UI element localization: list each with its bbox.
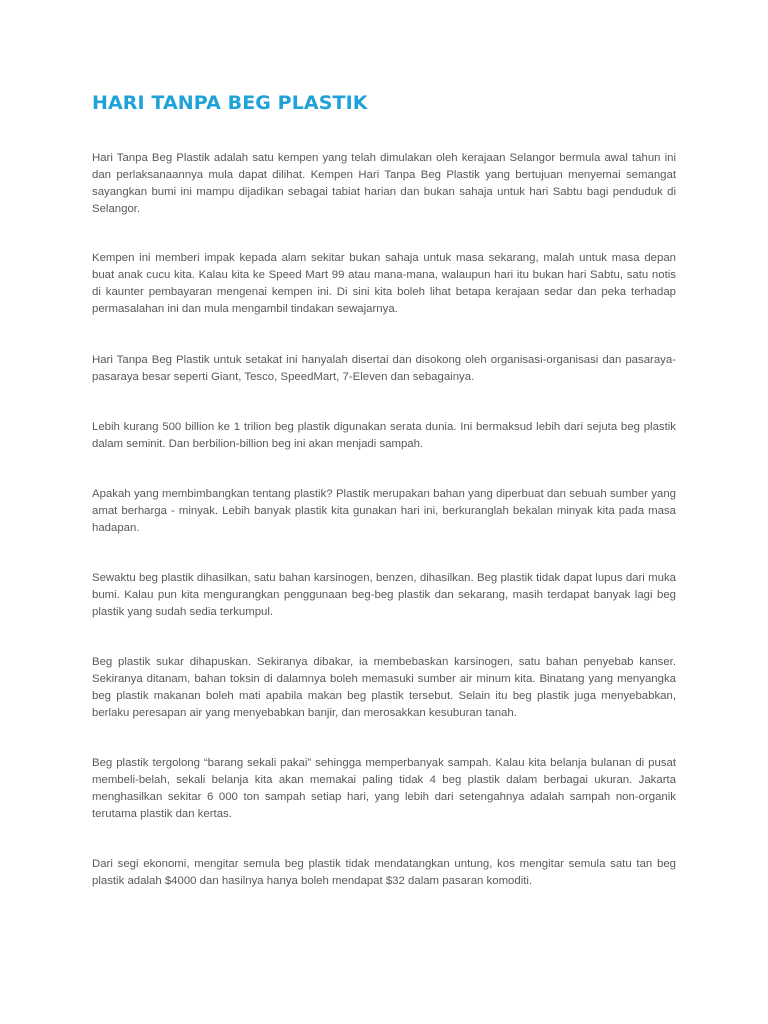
- document-title: HARI TANPA BEG PLASTIK: [92, 92, 368, 114]
- paragraph-1: Hari Tanpa Beg Plastik adalah satu kempen yang telah dimulakan oleh kerajaan Selangor bermula awal tahun ini dan perlaksanaannya mula dapat dilihat. Kempen Hari Tanpa Beg Plastik yang bertujuan menyemai semangat sayangkan bumi ini mampu dijadikan sebagai tabiat harian dan bukan sahaja untuk hari Sabtu bagi penduduk di Selangor.: [92, 152, 676, 215]
- paragraph-3: Hari Tanpa Beg Plastik untuk setakat ini hanyalah disertai dan disokong oleh organisasi-organisasi dan pasaraya-pasaraya besar seperti Giant, Tesco, SpeedMart, 7-Eleven dan sebagainya.: [92, 354, 676, 383]
- paragraph-8: Beg plastik tergolong “barang sekali pakai” sehingga memperbanyak sampah. Kalau kita belanja bulanan di pusat membeli-belah, sekali belanja kita akan memakai paling tidak 4 beg plastik dalam berbagai ukuran. Jakarta menghasilkan sekitar 6 000 ton sampah setiap hari, yang lebih dari setengahnya adalah sampah non-organik terutama plastik dan kertas.: [92, 757, 676, 820]
- paragraph-6: Sewaktu beg plastik dihasilkan, satu bahan karsinogen, benzen, dihasilkan. Beg plastik tidak dapat lupus dari muka bumi. Kalau pun kita mengurangkan penggunaan beg-beg plastik dan sekarang, masih terdapat banyak lagi beg plastik yang sudah sedia terkumpul.: [92, 572, 676, 618]
- paragraph-4: Lebih kurang 500 billion ke 1 trilion beg plastik digunakan serata dunia. Ini bermaksud lebih dari sejuta beg plastik dalam seminit. Dan berbilion-billion beg ini akan menjadi sampah.: [92, 421, 676, 450]
- paragraph-2: Kempen ini memberi impak kepada alam sekitar bukan sahaja untuk masa sekarang, malah untuk masa depan buat anak cucu kita. Kalau kita ke Speed Mart 99 atau mana-mana, walaupun hari itu bukan hari Sabtu, satu notis di kaunter pembayaran mengenai kempen ini. Di sini kita boleh lihat betapa kerajaan sedar dan peka terhadap permasalahan ini dan mula mengambil tindakan sewajarnya.: [92, 252, 676, 315]
- paragraph-5: Apakah yang membimbangkan tentang plastik? Plastik merupakan bahan yang diperbuat dan sebuah sumber yang amat berharga - minyak. Lebih banyak plastik kita gunakan hari ini, berkuranglah bekalan minyak kita pada masa hadapan.: [92, 488, 676, 534]
- paragraph-7: Beg plastik sukar dihapuskan. Sekiranya dibakar, ia membebaskan karsinogen, satu bahan penyebab kanser. Sekiranya ditanam, bahan toksin di dalamnya boleh memasuki sumber air minum kita. Binatang yang menyangka beg plastik makanan boleh mati apabila makan beg plastik tersebut. Selain itu beg plastik juga menyebabkan, berlaku peresapan air yang menyebabkan banjir, dan merosakkan kesuburan tanah.: [92, 656, 676, 719]
- paragraph-9: Dari segi ekonomi, mengitar semula beg plastik tidak mendatangkan untung, kos mengitar semula satu tan beg plastik adalah $4000 dan hasilnya hanya boleh mendapat $32 dalam pasaran komoditi.: [92, 858, 676, 887]
